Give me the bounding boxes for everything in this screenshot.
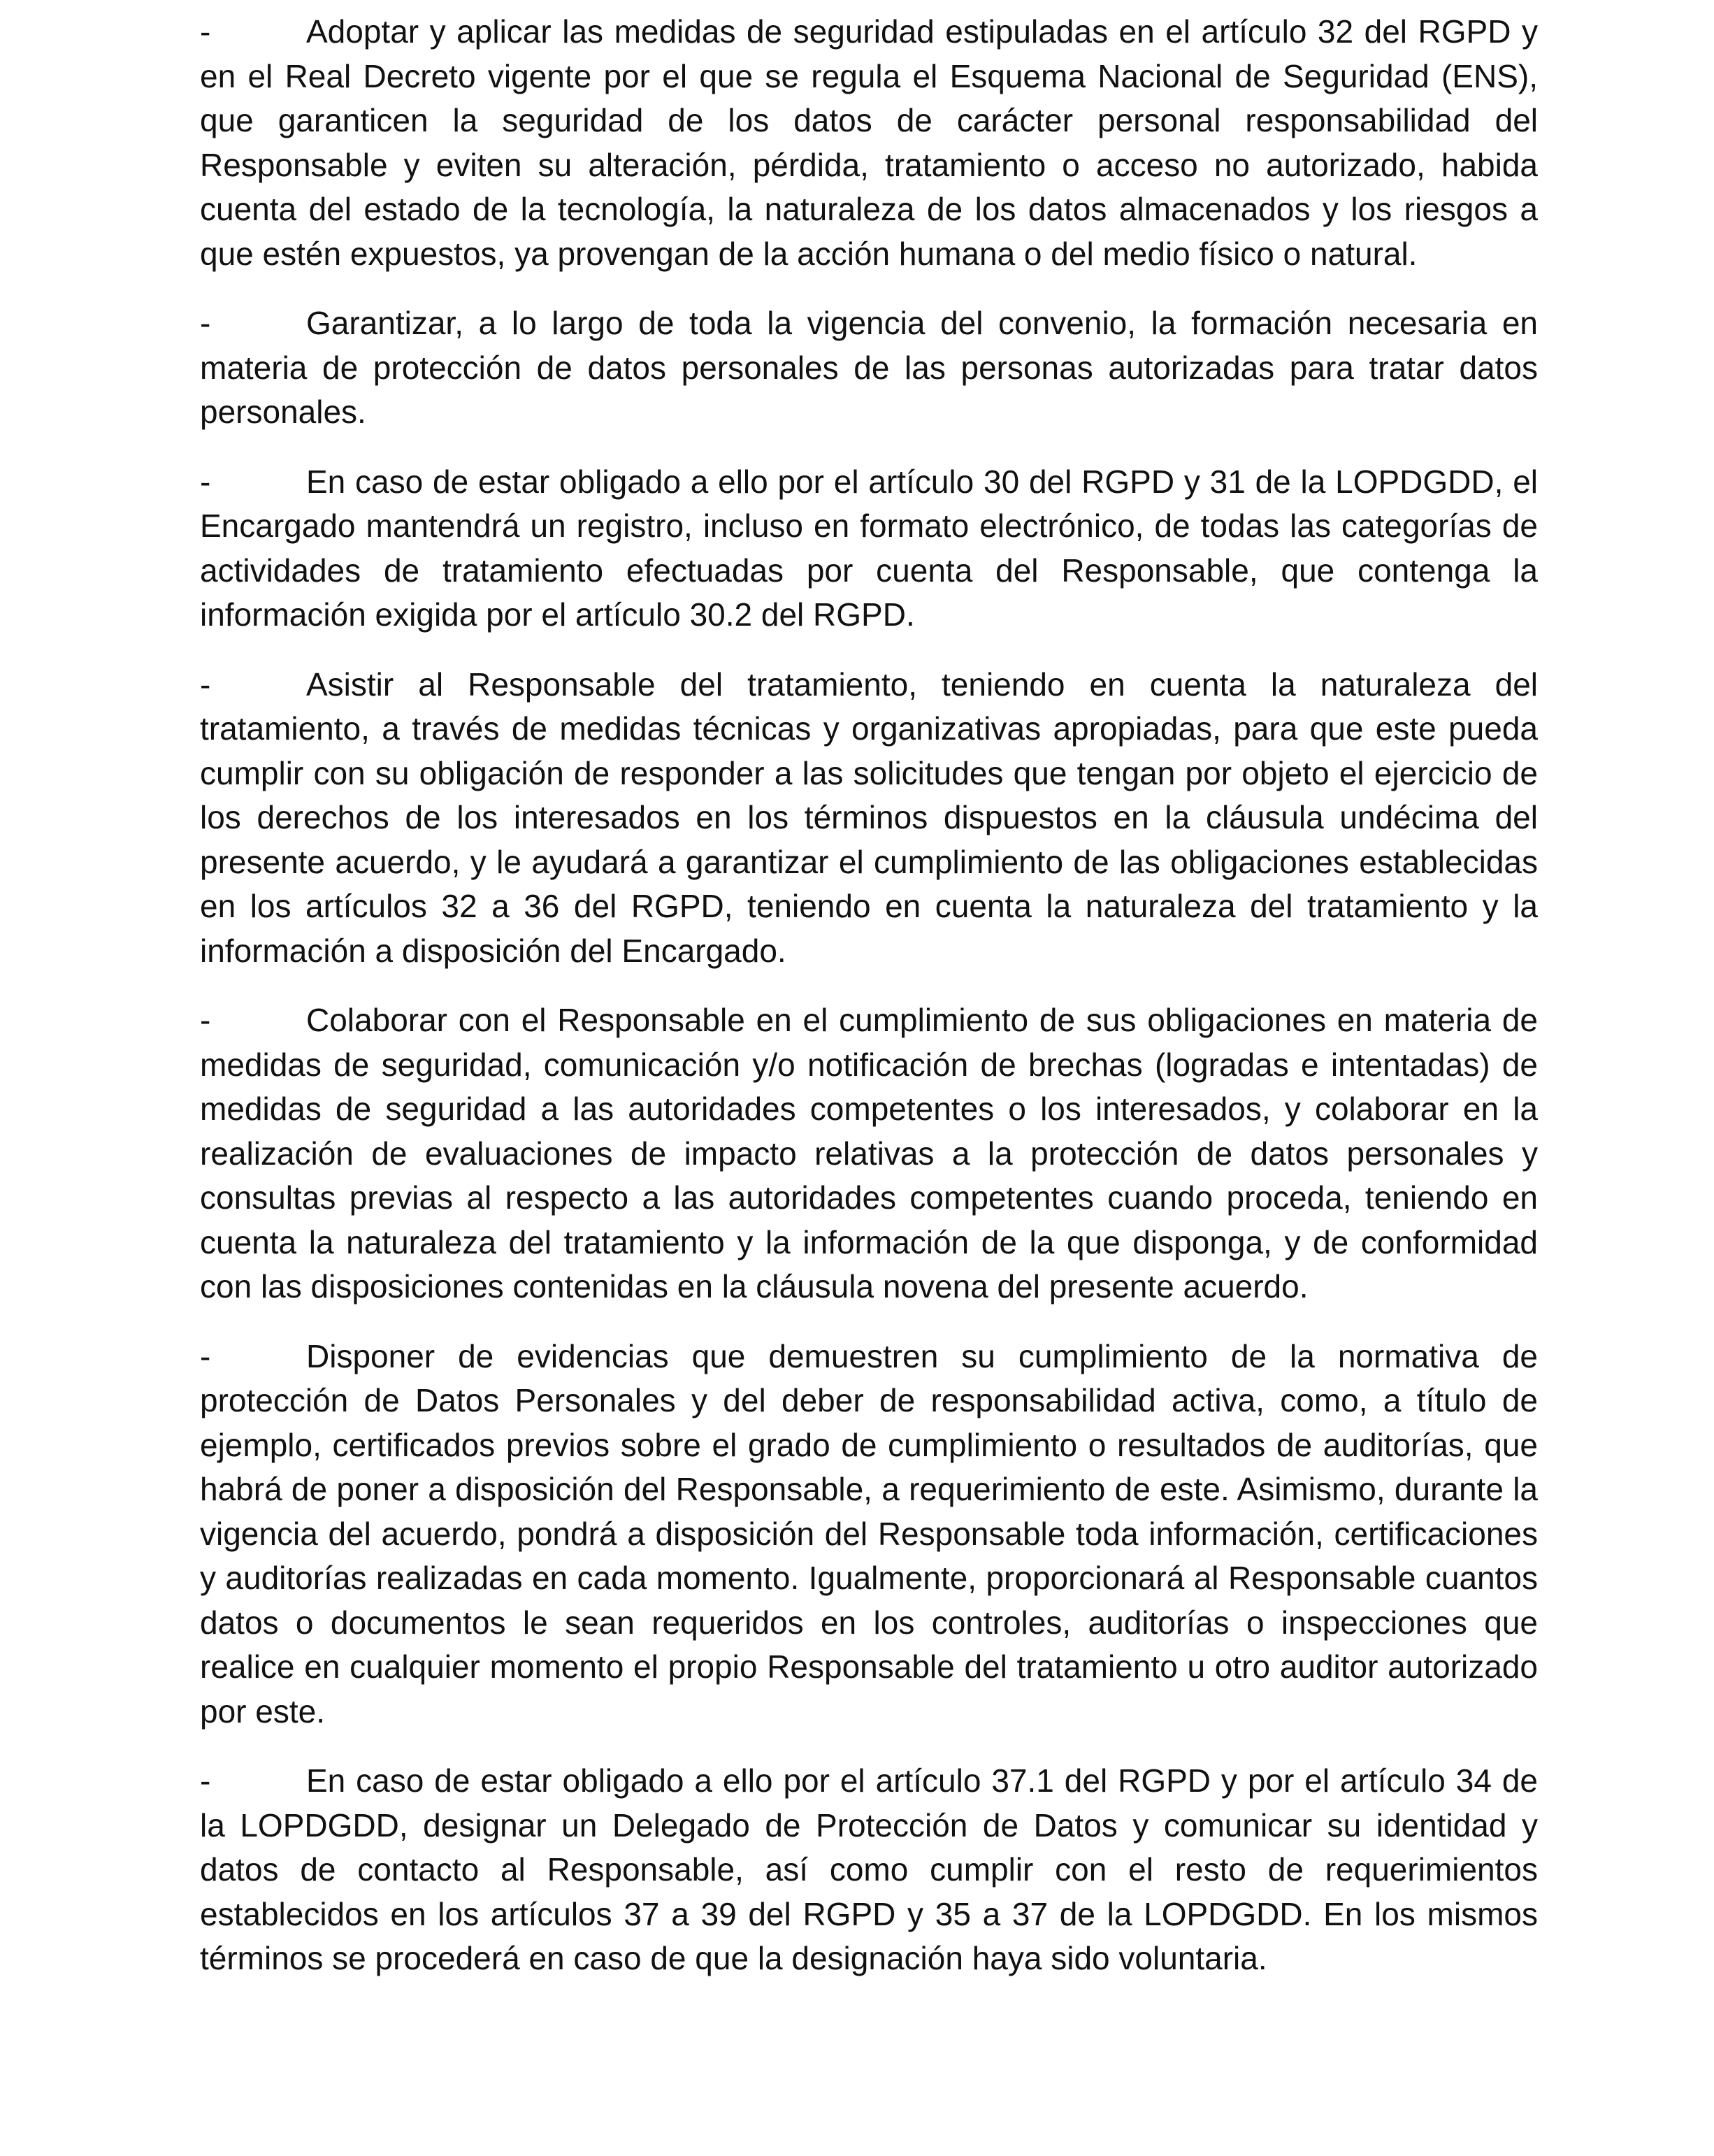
bullet-dash: - [200,305,211,341]
list-item [200,460,1538,638]
paragraph-text: En caso de estar obligado a ello por el artículo 30 del RGPD y 31 de la LOPDGDD, el Encargado mantendrá un registro, incluso en formato electrónico, de todas las categorías de actividades de tratamiento efectuadas por cuenta del Responsable, que contenga la información exigida por el artículo 30.2 del RGPD. [200,463,1538,633]
paragraph-text: Asistir al Responsable del tratamiento, teniendo en cuenta la naturaleza del tratamiento, a través de medidas técnicas y organizativas apropiadas, para que este pueda cumplir con su obligación de responder a las solicitudes que tengan por objeto el ejercicio de los derechos de los interesados en los términos dispuestos en la cláusula undécima del presente acuerdo, y le ayudará a garantizar el cumplimiento de las obligaciones establecidas en los artículos 32 a 36 del RGPD, teniendo en cuenta la naturaleza del tratamiento y la información a disposición del Encargado. [200,666,1538,969]
bullet-dash: - [200,13,211,50]
paragraph-text: Adoptar y aplicar las medidas de seguridad estipuladas en el artículo 32 del RGPD y en el Real Decreto vigente por el que se regula el Esquema Nacional de Seguridad (ENS), que garanticen la seguridad de los datos de carácter personal responsabilidad del Responsable y eviten su alteración, pérdida, tratamiento o acceso no autorizado, habida cuenta del estado de la tecnología, la naturaleza de los datos almacenados y los riesgos a que estén expuestos, ya provengan de la acción humana o del medio físico o natural. [200,13,1538,272]
paragraph-text: Disponer de evidencias que demuestren su cumplimiento de la normativa de protección de Datos Personales y del deber de responsabilidad activa, como, a título de ejemplo, certificados previos sobre el grado de cumplimiento o resultados de auditorías, que habrá de poner a disposición del Responsable, a requerimiento de este. Asimismo, durante la vigencia del acuerdo, pondrá a disposición del Responsable toda información, certificaciones y auditorías realizadas en cada momento. Igualmente, proporcionará al Responsable cuantos datos o documentos le sean requeridos en los controles, auditorías o inspecciones que realice en cualquier momento el propio Responsable del tratamiento u otro auditor autorizado por este. [200,1337,1538,1730]
list-item [200,1335,1538,1734]
paragraph-text: Colaborar con el Responsable en el cumplimiento de sus obligaciones en materia de medidas de seguridad, comunicación y/o notificación de brechas (logradas e intentadas) de medidas de seguridad a las autoridades competentes o los interesados, y colaborar en la realización de evaluaciones de impacto relativas a la protección de datos personales y consultas previas al respecto a las autoridades competentes cuando proceda, teniendo en cuenta la naturaleza del tratamiento y la información de la que disponga, y de conformidad con las disposiciones contenidas en la cláusula novena del presente acuerdo. [200,1002,1538,1305]
paragraph-text: Garantizar, a lo largo de toda la vigencia del convenio, la formación necesaria en materia de protección de datos personales de las personas autorizadas para tratar datos personales. [200,305,1538,430]
bullet-dash: - [200,1762,211,1799]
bullet-dash: - [200,1337,211,1374]
bullet-dash: - [200,666,211,703]
paragraph-text: En caso de estar obligado a ello por el artículo 37.1 del RGPD y por el artículo 34 de la LOPDGDD, designar un Delegado de Protección de Datos y comunicar su identidad y datos de contacto al Responsable, así como cumplir con el resto de requerimientos establecidos en los artículos 37 a 39 del RGPD y 35 a 37 de la LOPDGDD. En los mismos términos se procederá en caso de que la designación haya sido voluntaria. [200,1762,1538,1976]
list-item [200,10,1538,276]
list-item [200,998,1538,1309]
list-item [200,301,1538,435]
bullet-dash: - [200,1002,211,1038]
list-item [200,1759,1538,1981]
list-item [200,663,1538,974]
bullet-dash: - [200,463,211,500]
document-body [200,10,1538,2006]
